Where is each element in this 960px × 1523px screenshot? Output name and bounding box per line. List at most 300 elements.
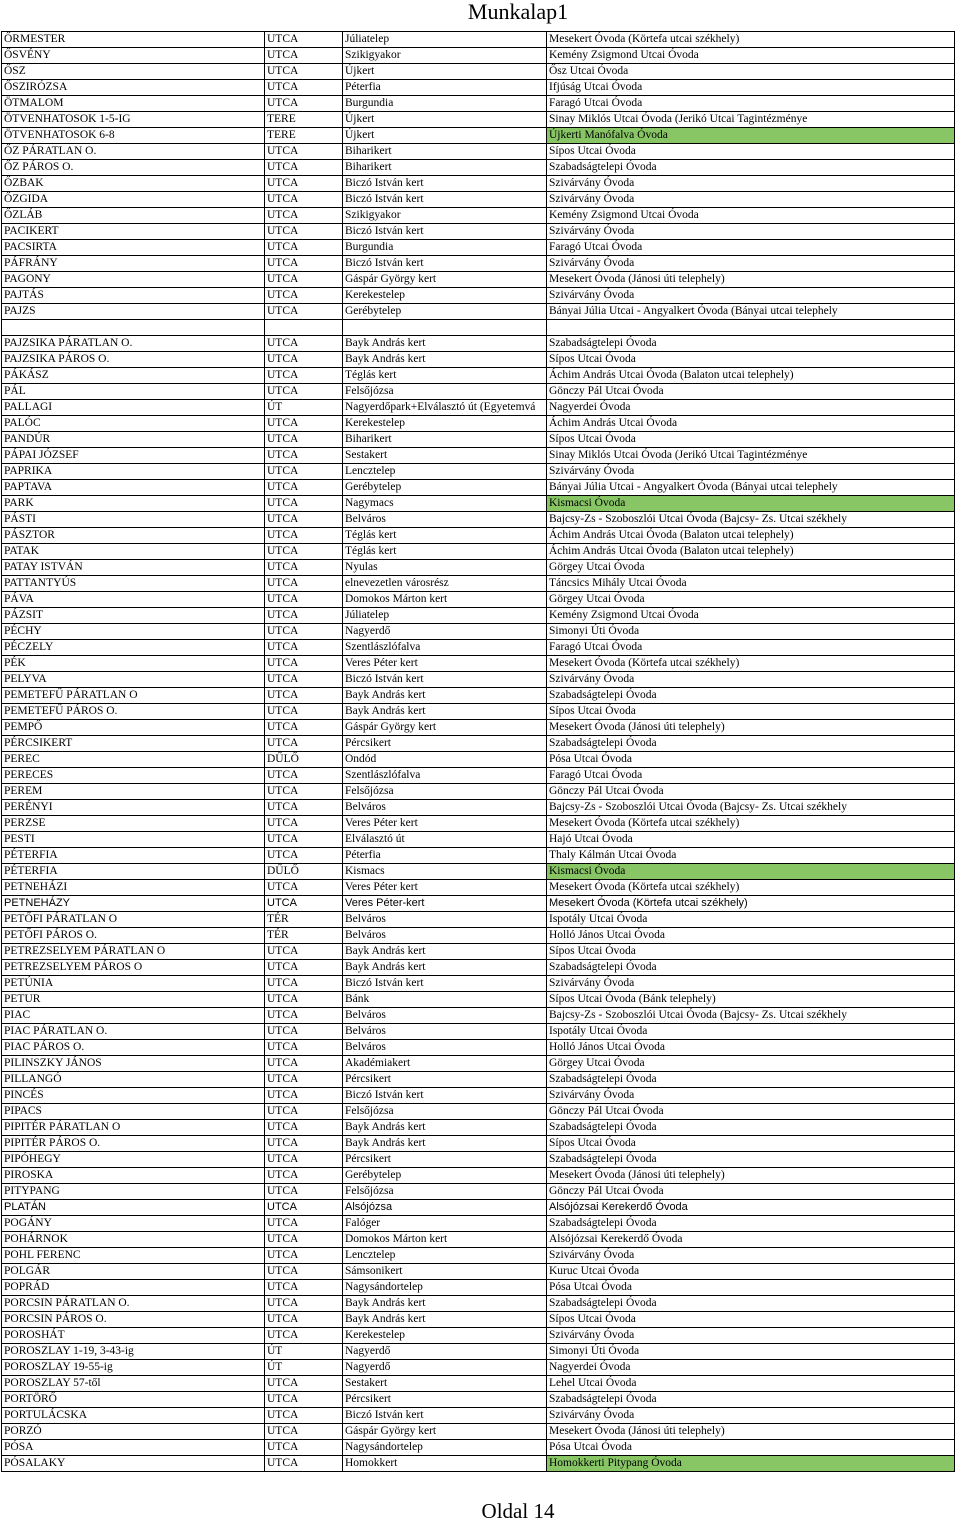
kindergarten-cell[interactable]: Holló János Utcai Óvoda	[547, 1040, 955, 1056]
kindergarten-cell[interactable]: Bajcsy-Zs - Szoboszlói Utcai Óvoda (Bajcsy- Zs. Utcai székhely	[547, 1008, 955, 1024]
street-type-cell[interactable]: TÉR	[265, 912, 343, 928]
street-type-cell[interactable]: UTCA	[265, 272, 343, 288]
district-cell[interactable]: Pércsikert	[343, 736, 547, 752]
street-name-cell[interactable]: POROSZLAY 1-19, 3-43-ig	[2, 1344, 265, 1360]
kindergarten-cell[interactable]: Hajó Utcai Óvoda	[547, 832, 955, 848]
street-type-cell[interactable]: UTCA	[265, 944, 343, 960]
table-row[interactable]	[2, 96, 955, 112]
street-name-cell[interactable]: PILLANGÓ	[2, 1072, 265, 1088]
street-type-cell[interactable]: UTCA	[265, 528, 343, 544]
district-cell[interactable]: Gáspár György kert	[343, 1424, 547, 1440]
table-row[interactable]	[2, 640, 955, 656]
table-row[interactable]	[2, 912, 955, 928]
table-row[interactable]	[2, 128, 955, 144]
street-name-cell[interactable]: PINCÉS	[2, 1088, 265, 1104]
street-type-cell[interactable]: UTCA	[265, 1136, 343, 1152]
kindergarten-cell[interactable]: Áchim András Utcai Óvoda (Balaton utcai telephely)	[547, 368, 955, 384]
table-row[interactable]	[2, 432, 955, 448]
street-type-cell[interactable]: UTCA	[265, 832, 343, 848]
street-name-cell[interactable]: PETNEHÁZI	[2, 880, 265, 896]
street-type-cell[interactable]: UTCA	[265, 592, 343, 608]
table-row[interactable]	[2, 848, 955, 864]
district-cell[interactable]: Bayk András kert	[343, 1136, 547, 1152]
kindergarten-cell[interactable]: Pósa Utcai Óvoda	[547, 1440, 955, 1456]
district-cell[interactable]: Újkert	[343, 112, 547, 128]
street-name-cell[interactable]: ÖTVENHATOSOK 6-8	[2, 128, 265, 144]
street-name-cell[interactable]: PETŐFI PÁROS O.	[2, 928, 265, 944]
kindergarten-cell[interactable]: Faragó Utcai Óvoda	[547, 96, 955, 112]
street-name-cell[interactable]: PIPITÉR PÁRATLAN O	[2, 1120, 265, 1136]
street-type-cell[interactable]: UTCA	[265, 656, 343, 672]
street-type-cell[interactable]: UTCA	[265, 672, 343, 688]
street-name-cell[interactable]: PÁSTI	[2, 512, 265, 528]
district-cell[interactable]: Lencztelep	[343, 1248, 547, 1264]
street-type-cell[interactable]: UTCA	[265, 1328, 343, 1344]
street-type-cell[interactable]: UTCA	[265, 960, 343, 976]
kindergarten-cell[interactable]: Görgey Utcai Óvoda	[547, 592, 955, 608]
kindergarten-cell[interactable]: Ispotály Utcai Óvoda	[547, 912, 955, 928]
street-name-cell[interactable]: PEREC	[2, 752, 265, 768]
street-name-cell[interactable]: POROSHÁT	[2, 1328, 265, 1344]
street-type-cell[interactable]: UTCA	[265, 352, 343, 368]
street-name-cell[interactable]: PIAC	[2, 1008, 265, 1024]
table-row[interactable]	[2, 1392, 955, 1408]
kindergarten-cell[interactable]: Sípos Utcai Óvoda	[547, 1136, 955, 1152]
street-name-cell[interactable]: PERZSE	[2, 816, 265, 832]
street-type-cell[interactable]: UTCA	[265, 416, 343, 432]
street-name-cell[interactable]: PLATÁN	[2, 1200, 265, 1216]
kindergarten-cell[interactable]: Faragó Utcai Óvoda	[547, 240, 955, 256]
table-row[interactable]	[2, 1248, 955, 1264]
kindergarten-cell[interactable]: Szivárvány Óvoda	[547, 672, 955, 688]
street-name-cell[interactable]	[2, 320, 265, 336]
district-cell[interactable]: Újkert	[343, 64, 547, 80]
district-cell[interactable]: Kerekestelep	[343, 416, 547, 432]
table-row[interactable]	[2, 1136, 955, 1152]
table-row[interactable]	[2, 784, 955, 800]
kindergarten-cell[interactable]: Szivárvány Óvoda	[547, 1328, 955, 1344]
kindergarten-cell[interactable]: Szabadságtelepi Óvoda	[547, 960, 955, 976]
kindergarten-cell[interactable]: Táncsics Mihály Utcai Óvoda	[547, 576, 955, 592]
kindergarten-cell[interactable]: Mesekert Óvoda (Jánosi úti telephely)	[547, 720, 955, 736]
street-type-cell[interactable]: UTCA	[265, 560, 343, 576]
district-cell[interactable]: Burgundia	[343, 240, 547, 256]
table-row[interactable]	[2, 736, 955, 752]
street-type-cell[interactable]: UTCA	[265, 576, 343, 592]
kindergarten-cell[interactable]: Mesekert Óvoda (Jánosi úti telephely)	[547, 1168, 955, 1184]
street-type-cell[interactable]: UTCA	[265, 1008, 343, 1024]
table-row[interactable]	[2, 240, 955, 256]
table-row[interactable]	[2, 1008, 955, 1024]
street-name-cell[interactable]: PAJZS	[2, 304, 265, 320]
street-name-cell[interactable]: PIAC PÁRATLAN O.	[2, 1024, 265, 1040]
street-name-cell[interactable]: ŐSZIRÓZSA	[2, 80, 265, 96]
district-cell[interactable]: Sámsonikert	[343, 1264, 547, 1280]
district-cell[interactable]: Szentlászlófalva	[343, 640, 547, 656]
street-name-cell[interactable]: PIPÓHEGY	[2, 1152, 265, 1168]
table-row[interactable]	[2, 1344, 955, 1360]
table-row[interactable]	[2, 384, 955, 400]
kindergarten-cell[interactable]: Szivárvány Óvoda	[547, 192, 955, 208]
table-row[interactable]	[2, 320, 955, 336]
district-cell[interactable]	[343, 320, 547, 336]
street-type-cell[interactable]: UTCA	[265, 768, 343, 784]
kindergarten-cell[interactable]: Gönczy Pál Utcai Óvoda	[547, 1184, 955, 1200]
kindergarten-cell[interactable]: Szabadságtelepi Óvoda	[547, 736, 955, 752]
table-row[interactable]	[2, 576, 955, 592]
district-cell[interactable]: Bayk András kert	[343, 1312, 547, 1328]
street-name-cell[interactable]: PATTANTYÚS	[2, 576, 265, 592]
kindergarten-cell[interactable]: Faragó Utcai Óvoda	[547, 768, 955, 784]
street-name-cell[interactable]: ŐZBAK	[2, 176, 265, 192]
table-row[interactable]	[2, 992, 955, 1008]
table-row[interactable]	[2, 944, 955, 960]
street-name-cell[interactable]: POHÁRNOK	[2, 1232, 265, 1248]
kindergarten-cell[interactable]: Holló János Utcai Óvoda	[547, 928, 955, 944]
street-name-cell[interactable]: PÉCHY	[2, 624, 265, 640]
district-cell[interactable]: Felsőjózsa	[343, 384, 547, 400]
street-name-cell[interactable]: PÁSZTOR	[2, 528, 265, 544]
kindergarten-cell[interactable]: Sípos Utcai Óvoda (Bánk telephely)	[547, 992, 955, 1008]
street-name-cell[interactable]: PÁFRÁNY	[2, 256, 265, 272]
district-cell[interactable]: Belváros	[343, 1024, 547, 1040]
district-cell[interactable]: Belváros	[343, 928, 547, 944]
table-row[interactable]	[2, 208, 955, 224]
district-cell[interactable]: Szentlászlófalva	[343, 768, 547, 784]
street-name-cell[interactable]: PAJZSIKA PÁROS O.	[2, 352, 265, 368]
district-cell[interactable]: Biharikert	[343, 160, 547, 176]
street-name-cell[interactable]: ÖTVENHATOSOK 1-5-IG	[2, 112, 265, 128]
kindergarten-cell[interactable]	[547, 320, 955, 336]
street-type-cell[interactable]: UTCA	[265, 1424, 343, 1440]
table-row[interactable]	[2, 368, 955, 384]
table-row[interactable]	[2, 592, 955, 608]
street-type-cell[interactable]: UTCA	[265, 1408, 343, 1424]
district-cell[interactable]: Bayk András kert	[343, 1120, 547, 1136]
table-row[interactable]	[2, 32, 955, 48]
street-type-cell[interactable]: UTCA	[265, 1024, 343, 1040]
district-cell[interactable]: Szikigyakor	[343, 48, 547, 64]
district-cell[interactable]: Júliatelep	[343, 608, 547, 624]
kindergarten-cell[interactable]: Simonyi Úti Óvoda	[547, 624, 955, 640]
table-row[interactable]	[2, 1232, 955, 1248]
street-type-cell[interactable]: UTCA	[265, 160, 343, 176]
kindergarten-cell[interactable]: Mesekert Óvoda (Körtefa utcai székhely)	[547, 816, 955, 832]
street-type-cell[interactable]: UTCA	[265, 1264, 343, 1280]
district-cell[interactable]: Belváros	[343, 512, 547, 528]
table-row[interactable]	[2, 1328, 955, 1344]
street-name-cell[interactable]: PETUR	[2, 992, 265, 1008]
table-row[interactable]	[2, 1184, 955, 1200]
street-type-cell[interactable]: UTCA	[265, 256, 343, 272]
district-cell[interactable]: Téglás kert	[343, 368, 547, 384]
table-row[interactable]	[2, 896, 955, 912]
street-type-cell[interactable]: UTCA	[265, 544, 343, 560]
district-cell[interactable]: Lencztelep	[343, 464, 547, 480]
district-cell[interactable]: Bayk András kert	[343, 1296, 547, 1312]
kindergarten-cell[interactable]: Kismacsi Óvoda	[547, 496, 955, 512]
kindergarten-cell[interactable]: Szabadságtelepi Óvoda	[547, 1216, 955, 1232]
table-row[interactable]	[2, 224, 955, 240]
street-type-cell[interactable]: UTCA	[265, 96, 343, 112]
street-type-cell[interactable]: UTCA	[265, 448, 343, 464]
kindergarten-cell[interactable]: Sípos Utcai Óvoda	[547, 352, 955, 368]
table-row[interactable]	[2, 832, 955, 848]
kindergarten-cell[interactable]: Simonyi Úti Óvoda	[547, 1344, 955, 1360]
street-type-cell[interactable]: UTCA	[265, 1376, 343, 1392]
district-cell[interactable]: Ondód	[343, 752, 547, 768]
street-type-cell[interactable]: ÚT	[265, 1344, 343, 1360]
table-row[interactable]	[2, 112, 955, 128]
table-row[interactable]	[2, 1072, 955, 1088]
district-cell[interactable]: Kismacs	[343, 864, 547, 880]
district-cell[interactable]: Biczó István kert	[343, 192, 547, 208]
district-cell[interactable]: Biczó István kert	[343, 256, 547, 272]
street-name-cell[interactable]: PALÓC	[2, 416, 265, 432]
table-row[interactable]	[2, 816, 955, 832]
table-row[interactable]	[2, 688, 955, 704]
table-row[interactable]	[2, 1408, 955, 1424]
kindergarten-cell[interactable]: Faragó Utcai Óvoda	[547, 640, 955, 656]
street-type-cell[interactable]: UTCA	[265, 800, 343, 816]
table-row[interactable]	[2, 288, 955, 304]
kindergarten-cell[interactable]: Szivárvány Óvoda	[547, 176, 955, 192]
street-type-cell[interactable]: ÚT	[265, 1360, 343, 1376]
street-name-cell[interactable]: PÁL	[2, 384, 265, 400]
district-cell[interactable]: Belváros	[343, 1008, 547, 1024]
kindergarten-cell[interactable]: Újkerti Manófalva Óvoda	[547, 128, 955, 144]
table-row[interactable]	[2, 752, 955, 768]
kindergarten-cell[interactable]: Sípos Utcai Óvoda	[547, 704, 955, 720]
street-type-cell[interactable]: UTCA	[265, 384, 343, 400]
district-cell[interactable]: Belváros	[343, 1040, 547, 1056]
table-row[interactable]	[2, 1152, 955, 1168]
district-cell[interactable]: Biczó István kert	[343, 1088, 547, 1104]
street-name-cell[interactable]: POLGÁR	[2, 1264, 265, 1280]
street-name-cell[interactable]: POROSZLAY 19-55-ig	[2, 1360, 265, 1376]
district-cell[interactable]: Péterfia	[343, 848, 547, 864]
table-row[interactable]	[2, 464, 955, 480]
district-cell[interactable]: Bayk András kert	[343, 944, 547, 960]
table-row[interactable]	[2, 1088, 955, 1104]
kindergarten-cell[interactable]: Áchim András Utcai Óvoda (Balaton utcai telephely)	[547, 544, 955, 560]
street-type-cell[interactable]: UTCA	[265, 480, 343, 496]
kindergarten-cell[interactable]: Szivárvány Óvoda	[547, 976, 955, 992]
street-name-cell[interactable]: PÁVA	[2, 592, 265, 608]
street-name-cell[interactable]: PORCSIN PÁRATLAN O.	[2, 1296, 265, 1312]
street-type-cell[interactable]: UTCA	[265, 224, 343, 240]
kindergarten-cell[interactable]: Szabadságtelepi Óvoda	[547, 1072, 955, 1088]
street-type-cell[interactable]: UTCA	[265, 288, 343, 304]
street-name-cell[interactable]: PACIKERT	[2, 224, 265, 240]
district-cell[interactable]: Veres Péter kert	[343, 816, 547, 832]
street-type-cell[interactable]: UTCA	[265, 208, 343, 224]
table-row[interactable]	[2, 48, 955, 64]
kindergarten-cell[interactable]: Pósa Utcai Óvoda	[547, 1280, 955, 1296]
table-row[interactable]	[2, 1440, 955, 1456]
district-cell[interactable]: Pércsikert	[343, 1152, 547, 1168]
street-name-cell[interactable]: PETÚNIA	[2, 976, 265, 992]
kindergarten-cell[interactable]: Pósa Utcai Óvoda	[547, 752, 955, 768]
kindergarten-cell[interactable]: Gönczy Pál Utcai Óvoda	[547, 1104, 955, 1120]
table-row[interactable]	[2, 448, 955, 464]
street-type-cell[interactable]: UTCA	[265, 1088, 343, 1104]
kindergarten-cell[interactable]: Kemény Zsigmond Utcai Óvoda	[547, 48, 955, 64]
table-row[interactable]	[2, 720, 955, 736]
district-cell[interactable]: Júliatelep	[343, 32, 547, 48]
street-type-cell[interactable]: UTCA	[265, 784, 343, 800]
district-cell[interactable]: Biczó István kert	[343, 1408, 547, 1424]
street-type-cell[interactable]: UTCA	[265, 48, 343, 64]
kindergarten-cell[interactable]: Szabadságtelepi Óvoda	[547, 1296, 955, 1312]
street-name-cell[interactable]: PÉK	[2, 656, 265, 672]
kindergarten-cell[interactable]: Sípos Utcai Óvoda	[547, 1312, 955, 1328]
kindergarten-cell[interactable]: Bányai Júlia Utcai - Angyalkert Óvoda (Bányai utcai telephely	[547, 304, 955, 320]
district-cell[interactable]: Veres Péter kert	[343, 656, 547, 672]
kindergarten-cell[interactable]: Ősz Utcai Óvoda	[547, 64, 955, 80]
district-cell[interactable]: Felsőjózsa	[343, 1104, 547, 1120]
table-row[interactable]	[2, 800, 955, 816]
kindergarten-cell[interactable]: Mesekert Óvoda (Jánosi úti telephely)	[547, 272, 955, 288]
table-row[interactable]	[2, 1280, 955, 1296]
street-type-cell[interactable]: UTCA	[265, 1104, 343, 1120]
table-row[interactable]	[2, 480, 955, 496]
district-cell[interactable]: Veres Péter kert	[343, 880, 547, 896]
kindergarten-cell[interactable]: Sípos Utcai Óvoda	[547, 144, 955, 160]
district-cell[interactable]: Nagymacs	[343, 496, 547, 512]
table-row[interactable]	[2, 560, 955, 576]
table-row[interactable]	[2, 656, 955, 672]
table-row[interactable]	[2, 1312, 955, 1328]
district-cell[interactable]: Homokkert	[343, 1456, 547, 1472]
table-row[interactable]	[2, 64, 955, 80]
district-cell[interactable]: Biczó István kert	[343, 672, 547, 688]
table-row[interactable]	[2, 256, 955, 272]
district-cell[interactable]: Pércsikert	[343, 1072, 547, 1088]
street-name-cell[interactable]: PACSIRTA	[2, 240, 265, 256]
kindergarten-cell[interactable]: Szivárvány Óvoda	[547, 224, 955, 240]
street-type-cell[interactable]: UTCA	[265, 896, 343, 912]
street-name-cell[interactable]: PATAK	[2, 544, 265, 560]
street-name-cell[interactable]: PARK	[2, 496, 265, 512]
street-type-cell[interactable]: TÉR	[265, 928, 343, 944]
table-row[interactable]	[2, 544, 955, 560]
street-type-cell[interactable]: UTCA	[265, 688, 343, 704]
kindergarten-cell[interactable]: Kuruc Utcai Óvoda	[547, 1264, 955, 1280]
street-type-cell[interactable]: UTCA	[265, 496, 343, 512]
kindergarten-cell[interactable]: Görgey Utcai Óvoda	[547, 1056, 955, 1072]
table-row[interactable]	[2, 1104, 955, 1120]
street-type-cell[interactable]: UTCA	[265, 1216, 343, 1232]
district-cell[interactable]: Bayk András kert	[343, 960, 547, 976]
street-name-cell[interactable]: PILINSZKY JÁNOS	[2, 1056, 265, 1072]
table-row[interactable]	[2, 176, 955, 192]
kindergarten-cell[interactable]: Görgey Utcai Óvoda	[547, 560, 955, 576]
district-cell[interactable]: Gáspár György kert	[343, 272, 547, 288]
district-cell[interactable]: Domokos Márton kert	[343, 1232, 547, 1248]
street-name-cell[interactable]: PORCSIN PÁROS O.	[2, 1312, 265, 1328]
kindergarten-cell[interactable]: Alsójózsai Kerekerdő Óvoda	[547, 1232, 955, 1248]
street-name-cell[interactable]: ÖTMALOM	[2, 96, 265, 112]
street-type-cell[interactable]: UTCA	[265, 32, 343, 48]
district-cell[interactable]: Sestakert	[343, 1376, 547, 1392]
district-cell[interactable]: Szikigyakor	[343, 208, 547, 224]
district-cell[interactable]: elnevezetlen városrész	[343, 576, 547, 592]
street-name-cell[interactable]: PAJTÁS	[2, 288, 265, 304]
street-type-cell[interactable]: UTCA	[265, 1152, 343, 1168]
street-type-cell[interactable]: UTCA	[265, 1392, 343, 1408]
table-row[interactable]	[2, 704, 955, 720]
district-cell[interactable]: Nagyerdő	[343, 1344, 547, 1360]
table-row[interactable]	[2, 880, 955, 896]
street-name-cell[interactable]: PIPACS	[2, 1104, 265, 1120]
district-cell[interactable]: Újkert	[343, 128, 547, 144]
kindergarten-cell[interactable]: Mesekert Óvoda (Körtefa utcai székhely)	[547, 656, 955, 672]
kindergarten-cell[interactable]: Mesekert Óvoda (Jánosi úti telephely)	[547, 1424, 955, 1440]
street-type-cell[interactable]: UTCA	[265, 992, 343, 1008]
district-cell[interactable]: Biharikert	[343, 432, 547, 448]
kindergarten-cell[interactable]: Szivárvány Óvoda	[547, 1408, 955, 1424]
street-name-cell[interactable]: PAPRIKA	[2, 464, 265, 480]
street-name-cell[interactable]: PERECES	[2, 768, 265, 784]
kindergarten-cell[interactable]: Áchim András Utcai Óvoda (Balaton utcai telephely)	[547, 528, 955, 544]
kindergarten-cell[interactable]: Szabadságtelepi Óvoda	[547, 336, 955, 352]
street-name-cell[interactable]: ŐZ PÁROS O.	[2, 160, 265, 176]
table-row[interactable]	[2, 864, 955, 880]
street-name-cell[interactable]: PEREM	[2, 784, 265, 800]
district-cell[interactable]: Elválasztó út	[343, 832, 547, 848]
street-name-cell[interactable]: PIPITÉR PÁROS O.	[2, 1136, 265, 1152]
table-row[interactable]	[2, 1424, 955, 1440]
kindergarten-cell[interactable]: Homokkerti Pitypang Óvoda	[547, 1456, 955, 1472]
kindergarten-cell[interactable]: Kemény Zsigmond Utcai Óvoda	[547, 608, 955, 624]
street-name-cell[interactable]: PEMETEFŰ PÁROS O.	[2, 704, 265, 720]
street-name-cell[interactable]: ŐZGIDA	[2, 192, 265, 208]
street-name-cell[interactable]: PELYVA	[2, 672, 265, 688]
street-name-cell[interactable]: PÉCZELY	[2, 640, 265, 656]
kindergarten-cell[interactable]: Gönczy Pál Utcai Óvoda	[547, 784, 955, 800]
street-type-cell[interactable]: UTCA	[265, 432, 343, 448]
table-row[interactable]	[2, 1456, 955, 1472]
kindergarten-cell[interactable]: Lehel Utcai Óvoda	[547, 1376, 955, 1392]
street-type-cell[interactable]: TERE	[265, 128, 343, 144]
street-type-cell[interactable]: UTCA	[265, 1200, 343, 1216]
street-type-cell[interactable]: DŰLŐ	[265, 752, 343, 768]
street-name-cell[interactable]: PETREZSELYEM PÁRATLAN O	[2, 944, 265, 960]
district-cell[interactable]: Veres Péter-kert	[343, 896, 547, 912]
street-name-cell[interactable]: PAGONY	[2, 272, 265, 288]
kindergarten-cell[interactable]: Szivárvány Óvoda	[547, 256, 955, 272]
kindergarten-cell[interactable]: Mesekert Óvoda (Körtefa utcai székhely)	[547, 32, 955, 48]
street-type-cell[interactable]: UTCA	[265, 1280, 343, 1296]
street-type-cell[interactable]: UTCA	[265, 608, 343, 624]
street-type-cell[interactable]: UTCA	[265, 704, 343, 720]
street-type-cell[interactable]: UTCA	[265, 1120, 343, 1136]
district-cell[interactable]: Gáspár György kert	[343, 720, 547, 736]
street-name-cell[interactable]: POROSZLAY 57-től	[2, 1376, 265, 1392]
table-row[interactable]	[2, 272, 955, 288]
street-name-cell[interactable]: ŐZLÁB	[2, 208, 265, 224]
kindergarten-cell[interactable]: Szabadságtelepi Óvoda	[547, 688, 955, 704]
street-type-cell[interactable]: UTCA	[265, 304, 343, 320]
kindergarten-cell[interactable]: Mesekert Óvoda (Körtefa utcai székhely)	[547, 880, 955, 896]
table-row[interactable]	[2, 1168, 955, 1184]
kindergarten-cell[interactable]: Gönczy Pál Utcai Óvoda	[547, 384, 955, 400]
street-name-cell[interactable]: PORZÓ	[2, 1424, 265, 1440]
street-type-cell[interactable]: UTCA	[265, 720, 343, 736]
street-name-cell[interactable]: PANDÚR	[2, 432, 265, 448]
table-row[interactable]	[2, 1360, 955, 1376]
